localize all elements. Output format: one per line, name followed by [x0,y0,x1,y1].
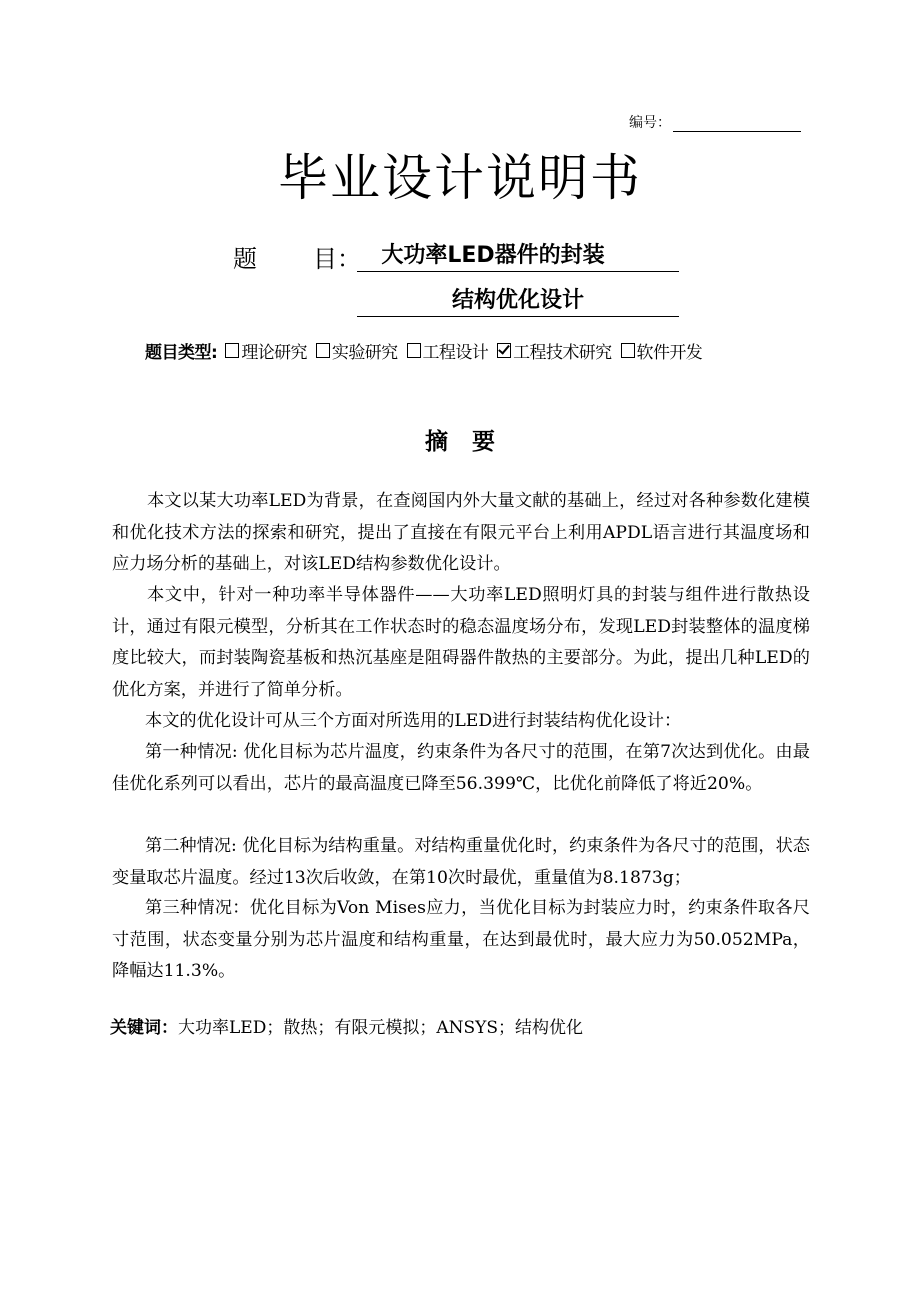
topic-types-label: 题目类型: [145,343,218,363]
serial-label: 编号： [629,115,671,131]
topic-label [233,239,361,274]
topic-type-theory[interactable] [225,338,307,363]
topic-type-label: 软件开发 [636,343,703,363]
topic-type-experiment[interactable] [316,338,398,363]
document-title: 毕业设计说明书 [278,149,642,207]
checkbox-icon[interactable] [316,343,330,358]
topic-type-engineering-research[interactable] [497,338,611,363]
abstract-paragraph-5: 第二种情况: 优化目标为结构重量。对结构重量优化时，约束条件为各尺寸的范围，状态变量取芯片温度。经过13次后收敛，在第10次时最优，重量值为8.1873g； [112,836,810,888]
checkbox-icon[interactable] [225,343,239,358]
abstract-paragraph-6: 第三种情况：优化目标为Von Mises应力，当优化目标为封装应力时，约束条件取各尺寸范围，状态变量分别为芯片温度和结构重量，在达到最优时，最大应力为50.052MPa，降幅达11.3%。 [112,898,810,981]
topic-type-label: 理论研究 [241,343,307,363]
keywords-text: 大功率LED；散热；有限元模拟；ANSYS；结构优化 [178,1018,583,1038]
topic-type-engineering-design[interactable] [407,338,489,363]
abstract-paragraph-1: 本文以某大功率LED为背景，在查阅国内外大量文献的基础上，经过对各种参数化建模和优化技术方法的探索和研究，提出了直接在有限元平台上利用APDL语言进行其温度场和应力场分析的基础上，对该LED结构参数优化设计。 [112,491,810,574]
topic-type-software[interactable] [621,338,703,363]
topic-label-char1: 题 [233,245,257,273]
serial-number [629,112,801,132]
checkbox-icon[interactable] [407,343,421,358]
abstract-paragraph-4: 第一种情况: 优化目标为芯片温度，约束条件为各尺寸的范围，在第7次达到优化。由最佳优化系列可以看出，芯片的最高温度已降至56.399℃，比优化前降低了将近20%。 [112,742,810,794]
topic-types-row [145,338,711,363]
abstract-heading: 摘要 [425,429,519,455]
checkbox-checked-icon[interactable] [497,343,511,358]
topic-line-2: 结构优化设计 [357,285,679,317]
keywords [110,1013,583,1044]
topic-type-label: 实验研究 [331,343,398,363]
topic-type-label: 工程技术研究 [513,343,612,363]
topic-type-label: 工程设计 [422,343,489,363]
topic-line-1: 大功率LED器件的封装 [357,240,679,272]
abstract-paragraph-2: 本文中，针对一种功率半导体器件——大功率LED照明灯具的封装与组件进行散热设计，通过有限元模型，分析其在工作状态时的稳态温度场分布，发现LED封装整体的温度梯度比较大，而封装陶瓷基板和热沉基座是阻碍器件散热的主要部分。为此，提出几种LED的优化方案，并进行了简单分析。 [112,585,810,700]
keywords-label: 关键词： [110,1018,178,1038]
abstract-paragraph-3: 本文的优化设计可从三个方面对所选用的LED进行封装结构优化设计： [145,711,682,731]
topic-label-char2: 目： [313,245,361,273]
checkbox-icon[interactable] [621,343,635,358]
serial-blank-line [673,113,801,132]
